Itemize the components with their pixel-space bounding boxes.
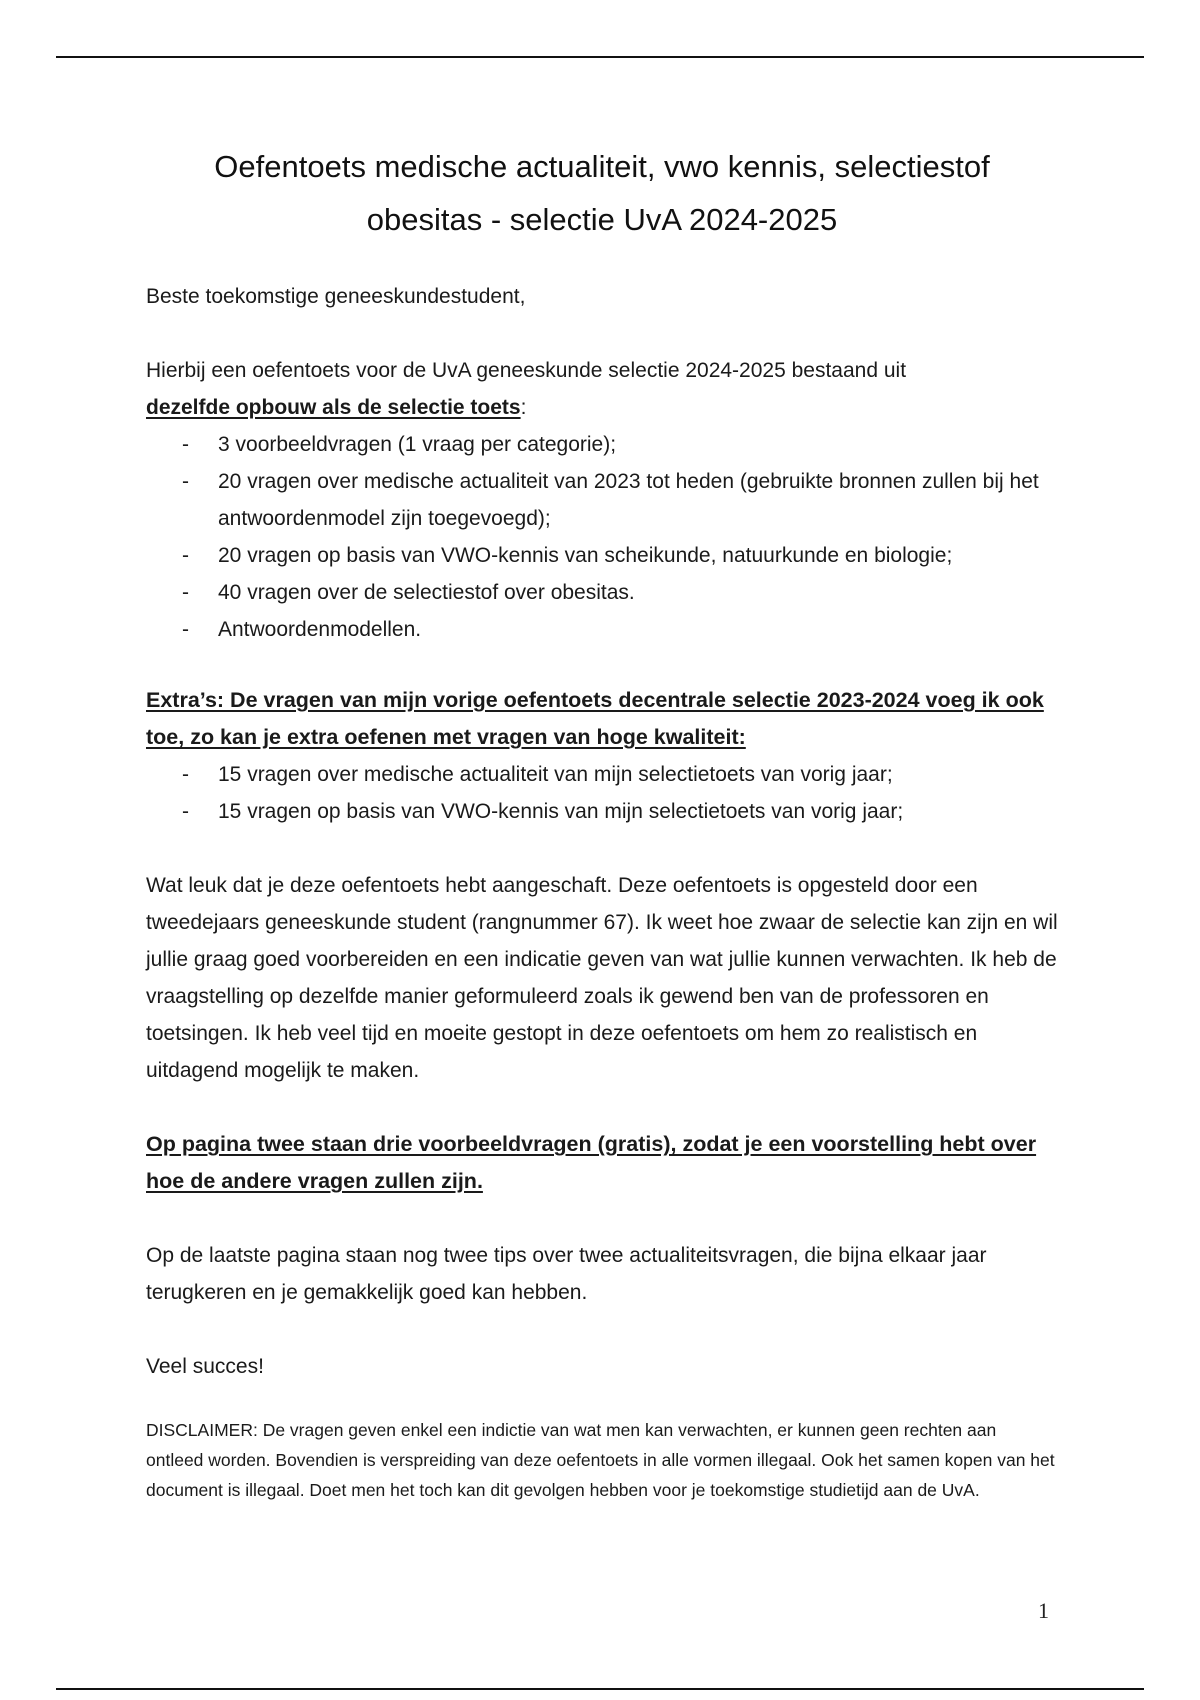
list-item-text: Antwoordenmodellen.: [218, 618, 422, 641]
list-item: [146, 426, 1058, 463]
tips-paragraph: Op de laatste pagina staan nog twee tips over twee actualiteitsvragen, die bijna elkaar jaar terugkeren en je gemakkelijk goed kan hebben.: [146, 1244, 987, 1304]
title-line-1: Oefentoets medische actualiteit, vwo kennis, selectiestof: [214, 149, 990, 184]
dash-marker: -: [182, 581, 189, 604]
list-item-text: 15 vragen over medische actualiteit van mijn selectietoets van vorig jaar;: [218, 763, 893, 786]
about-paragraph: Wat leuk dat je deze oefentoets hebt aangeschaft. Deze oefentoets is opgesteld door een tweedejaars geneeskunde student (rangnummer 67). Ik weet hoe zwaar de selectie kan zijn en wil jullie graag goed voorbereiden en een indicatie geven van wat jullie kunnen verwachten. Ik heb de vraagstelling op dezelfde manier geformuleerd zoals ik gewend ben van de professoren en toetsingen. Ik heb veel tijd en moeite gestopt in deze oefentoets om hem zo realistisch en uitdagend mogelijk te maken.: [146, 874, 1058, 1082]
page-number: 1: [1038, 1598, 1049, 1623]
intro-emphasis: dezelfde opbouw als de selectie toets: [146, 396, 521, 419]
contents-list: [146, 426, 1058, 648]
list-item: [146, 611, 1058, 648]
bottom-rule: [56, 1688, 1144, 1690]
extras-list: [146, 756, 1058, 830]
document-body: [146, 140, 1058, 1505]
greeting: Beste toekomstige geneeskundestudent,: [146, 285, 526, 308]
closing-line: Veel succes!: [146, 1355, 264, 1378]
dash-marker: -: [182, 433, 189, 456]
document-title: [146, 140, 1058, 246]
list-item-text: 20 vragen over medische actualiteit van 2023 tot heden (gebruikte bronnen zullen bij het antwoordenmodel zijn toegevoegd);: [218, 470, 1039, 530]
intro-text: Hierbij een oefentoets voor de UvA geneeskunde selectie 2024-2025 bestaand uit: [146, 359, 907, 382]
extras-heading: Extra’s: De vragen van mijn vorige oefentoets decentrale selectie 2023-2024 voeg ik ook toe, zo kan je extra oefenen met vragen van hoge kwaliteit:: [146, 688, 1044, 749]
disclaimer: DISCLAIMER: De vragen geven enkel een indictie van wat men kan verwachten, er kunnen geen rechten aan ontleed worden. Bovendien is verspreiding van deze oefentoets in alle vormen illegaal. Ook het samen kopen van het document is illegaal. Doet men het toch kan dit gevolgen hebben voor je toekomstige studietijd aan de UvA.: [146, 1420, 1055, 1500]
title-line-2: obesitas - selectie UvA 2024-2025: [366, 202, 838, 237]
dash-marker: -: [182, 618, 189, 641]
dash-marker: -: [182, 544, 189, 567]
dash-marker: -: [182, 800, 189, 823]
sample-questions-heading: Op pagina twee staan drie voorbeeldvragen (gratis), zodat je een voorstelling hebt over hoe de andere vragen zullen zijn.: [146, 1132, 1037, 1193]
list-item: [146, 574, 1058, 611]
list-item: [146, 793, 1058, 830]
list-item-text: 3 voorbeeldvragen (1 vraag per categorie);: [218, 433, 617, 456]
list-item: [146, 537, 1058, 574]
dash-marker: -: [182, 470, 189, 493]
list-item: [146, 463, 1058, 537]
top-rule: [56, 56, 1144, 58]
list-item-text: 15 vragen op basis van VWO-kennis van mijn selectietoets van vorig jaar;: [218, 800, 904, 823]
list-item-text: 40 vragen over de selectiestof over obesitas.: [218, 581, 635, 604]
intro-colon: :: [520, 396, 527, 419]
intro-paragraph: [146, 352, 1058, 426]
list-item-text: 20 vragen op basis van VWO-kennis van scheikunde, natuurkunde en biologie;: [218, 544, 953, 567]
dash-marker: -: [182, 763, 189, 786]
list-item: [146, 756, 1058, 793]
